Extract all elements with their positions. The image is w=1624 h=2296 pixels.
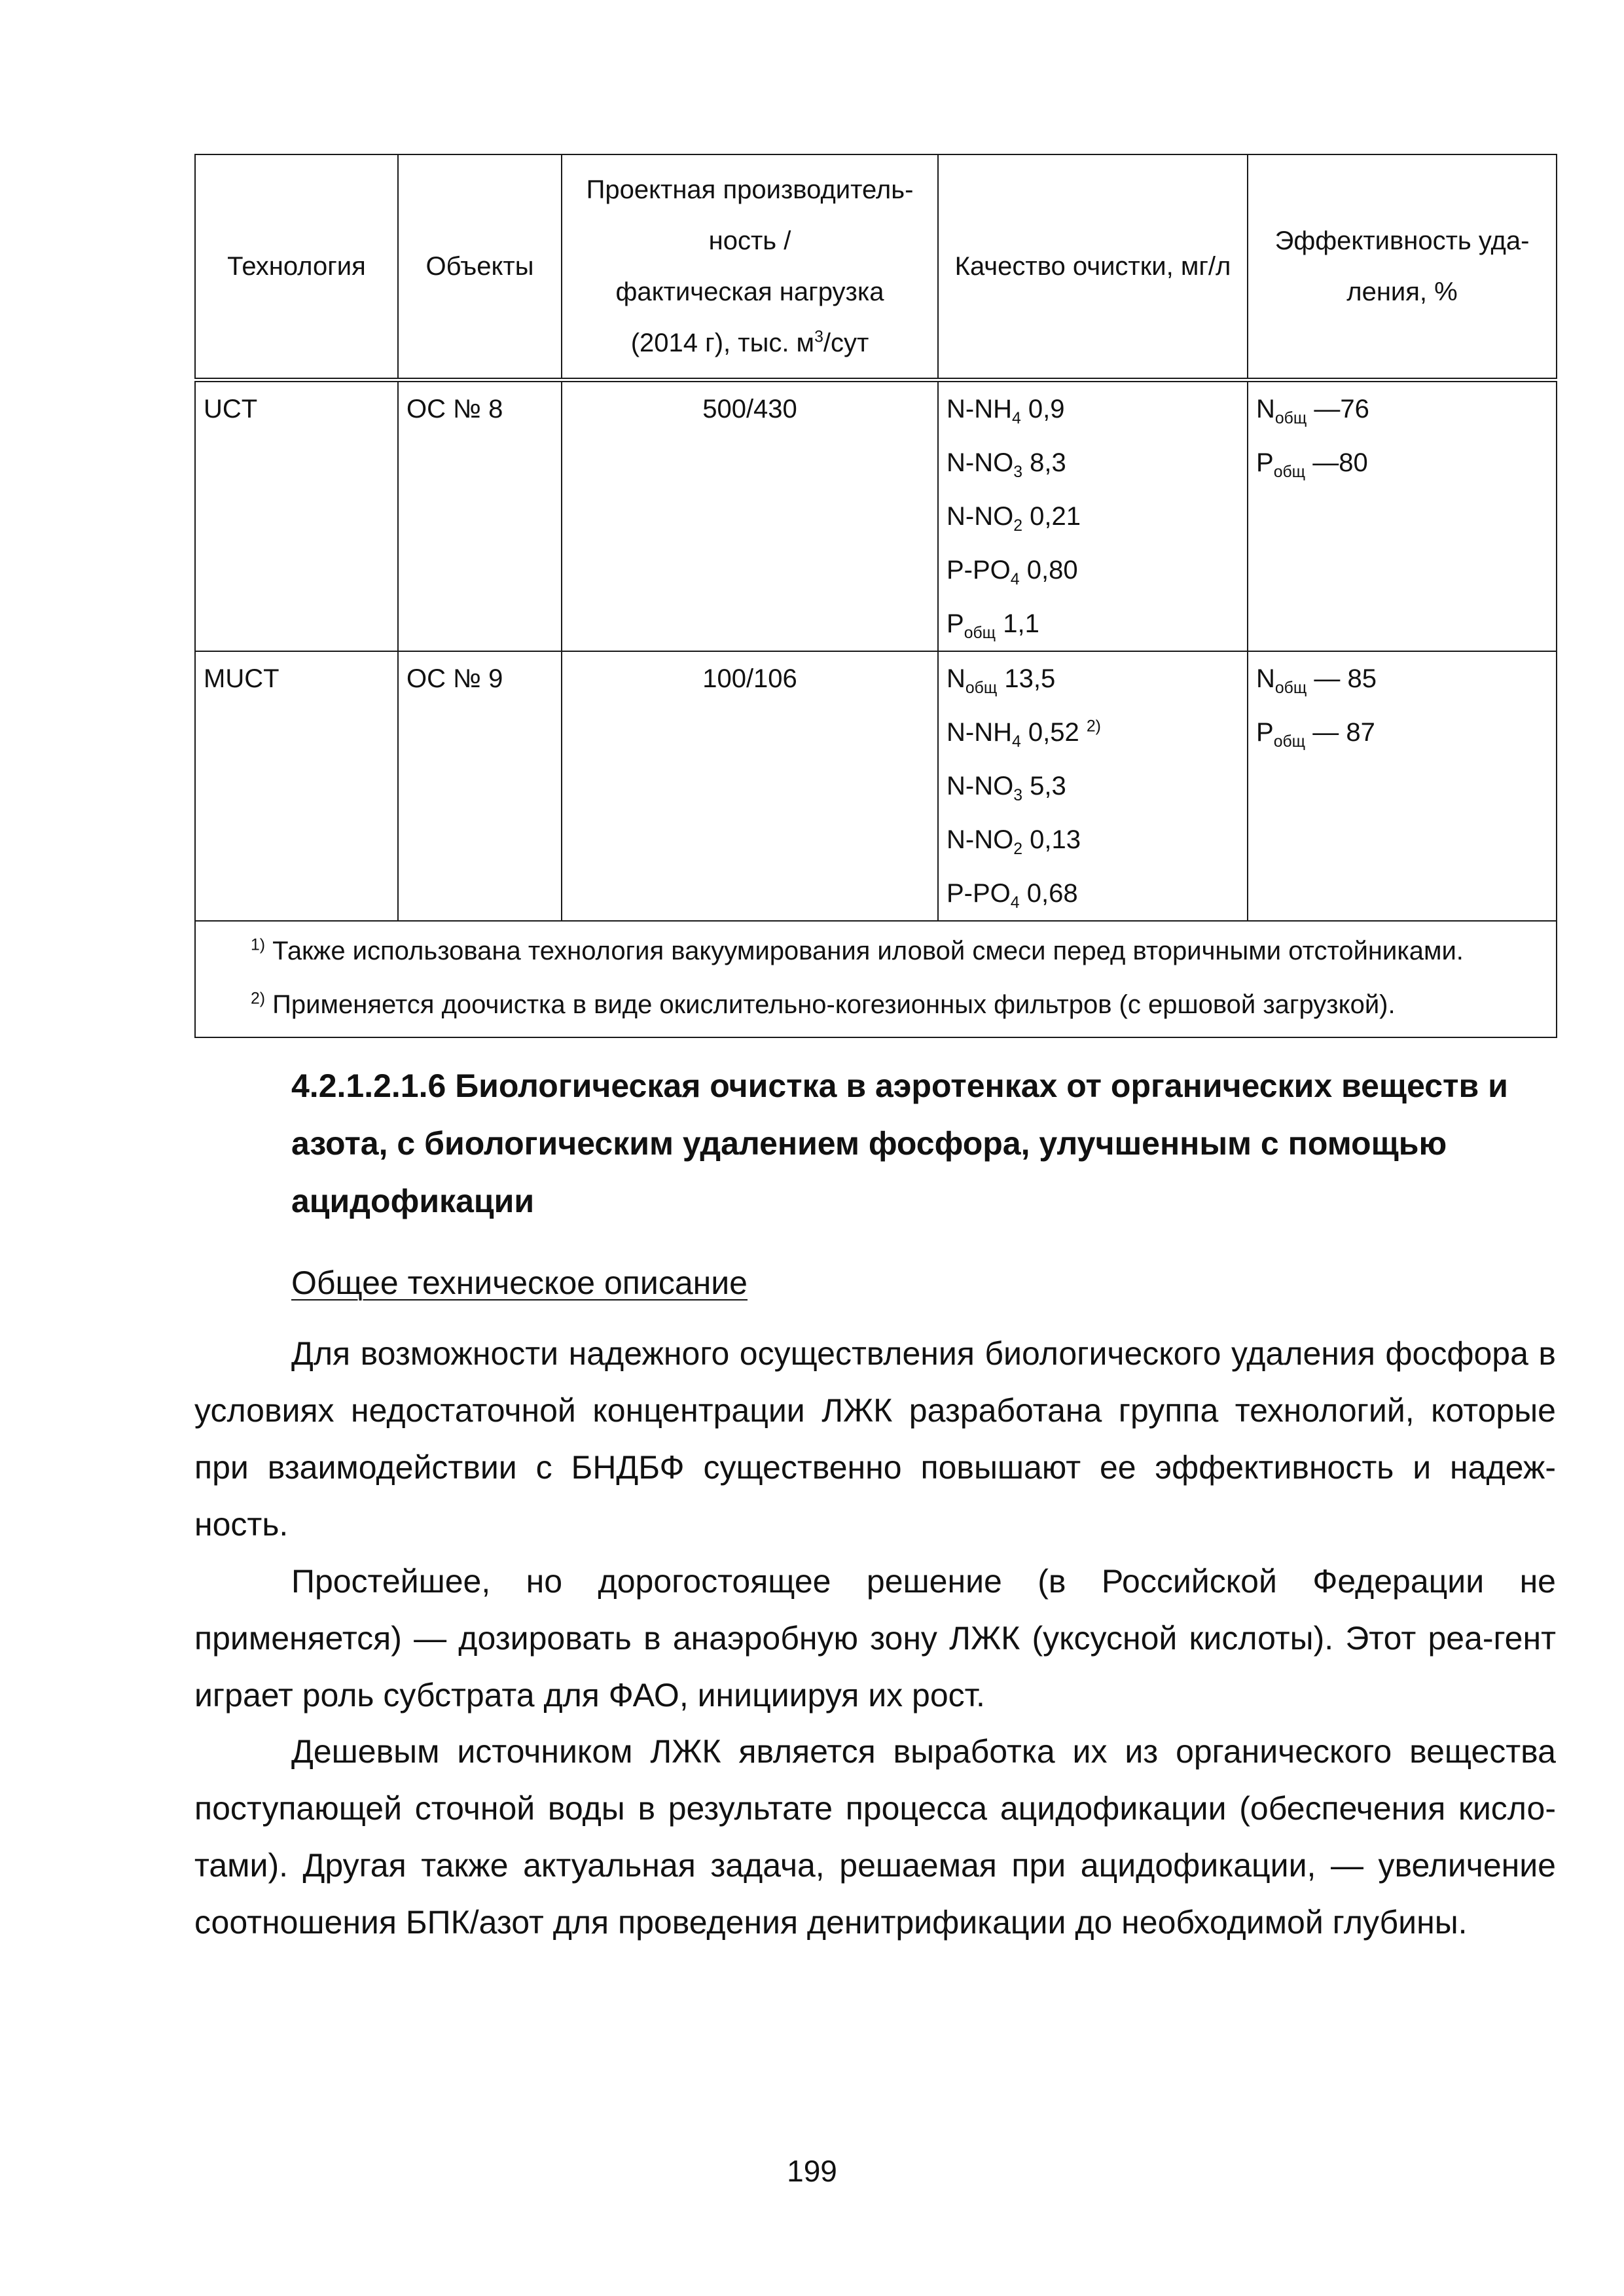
cell-efficiency — [1248, 380, 1557, 652]
quality-value: 0,80 — [1019, 556, 1078, 584]
efficiency-item — [1256, 706, 1548, 759]
technology-value: UCT — [204, 395, 258, 423]
section-heading: 4.2.1.2.1.6 Биологическая очистка в аэротенках от органических веществ и азота, с биологическим удалением фосфора, улучшенным с помощью ацидофикации — [291, 1067, 1508, 1219]
cell-efficiency — [1248, 651, 1557, 921]
table-area — [194, 154, 1556, 1038]
efficiency-value: —76 — [1307, 395, 1369, 423]
quality-param: N-NH — [947, 395, 1012, 423]
footnotes-cell — [195, 921, 1557, 1037]
quality-subscript: 2 — [1013, 840, 1023, 858]
footnote-1 — [251, 924, 1504, 978]
header-efficiency-line: ления, % — [1346, 278, 1458, 306]
quality-value: 8,3 — [1022, 448, 1066, 477]
object-value: ОС № 8 — [406, 395, 503, 423]
cell-quality — [938, 380, 1248, 652]
cell-capacity — [562, 651, 938, 921]
quality-param: N-NH — [947, 718, 1012, 747]
header-objects: Объекты — [398, 154, 562, 380]
quality-value: 13,5 — [997, 664, 1056, 693]
quality-value: 0,68 — [1019, 879, 1078, 908]
results-table — [194, 154, 1557, 1038]
quality-param: P-PO — [947, 556, 1011, 584]
header-capacity-unit-post: /сут — [823, 329, 869, 357]
footnote-text: Применяется доочистка в виде окислительно-когезионных фильтров (с ершовой загрузкой). — [265, 990, 1396, 1019]
quality-value: 5,3 — [1022, 772, 1066, 800]
efficiency-value: — 87 — [1305, 718, 1375, 747]
quality-param: N-NO — [947, 502, 1014, 531]
quality-footnote-ref: 2) — [1086, 717, 1101, 736]
footnote-mark: 1) — [251, 936, 266, 954]
footnote-text: Также использована технология вакуумирования иловой смеси перед вторичными отстойниками. — [265, 937, 1464, 965]
table-row — [195, 380, 1557, 652]
efficiency-param: N — [1256, 664, 1275, 693]
efficiency-item — [1256, 436, 1548, 490]
page-number: 199 — [787, 2154, 837, 2188]
efficiency-param: P — [1256, 448, 1274, 477]
capacity-value: 100/106 — [702, 664, 797, 693]
quality-subscript: 4 — [1010, 571, 1020, 588]
table-row — [195, 651, 1557, 921]
quality-subscript: 3 — [1013, 463, 1023, 481]
quality-value: 1,1 — [996, 609, 1039, 638]
footnote-mark: 2) — [251, 990, 266, 1008]
cell-object — [398, 380, 562, 652]
paragraph: Простейшее, но дорогостоящее решение (в Российской Федерации не применяется) — дозировать в анаэробную зону ЛЖК (уксусной кислоты). Этот реа-гент играет роль субстрата для ФАО, инициируя их рост. — [194, 1563, 1556, 1713]
quality-subscript: 4 — [1011, 410, 1021, 427]
efficiency-param: P — [1256, 718, 1274, 747]
quality-subscript: 2 — [1013, 517, 1023, 535]
header-capacity-line: фактическая нагрузка — [615, 278, 884, 306]
quality-subscript: общ — [964, 624, 996, 642]
quality-item — [947, 490, 1239, 543]
quality-value: 0,21 — [1022, 502, 1081, 531]
quality-item — [947, 597, 1239, 651]
table-header-row — [195, 154, 1557, 380]
quality-item — [947, 436, 1239, 490]
cell-object — [398, 651, 562, 921]
header-capacity-line — [570, 317, 929, 368]
quality-subscript: общ — [965, 679, 998, 697]
header-capacity-unit-pre: (2014 г), тыс. м — [630, 329, 815, 357]
quality-param: P-PO — [947, 879, 1011, 908]
quality-param: N — [947, 664, 965, 693]
header-technology: Технология — [195, 154, 398, 380]
quality-value: 0,52 — [1020, 718, 1087, 747]
footnote-2 — [251, 978, 1504, 1031]
header-capacity-line: ность / — [708, 226, 791, 255]
efficiency-subscript: общ — [1273, 463, 1306, 481]
quality-value: 0,9 — [1020, 395, 1065, 423]
technology-value: MUCT — [204, 664, 280, 693]
quality-item — [947, 867, 1239, 920]
quality-item — [947, 813, 1239, 867]
quality-subscript: 3 — [1013, 787, 1023, 804]
section-subheading: Общее техническое описание — [291, 1265, 748, 1301]
capacity-value: 500/430 — [702, 395, 797, 423]
header-quality: Качество очистки, мг/л — [938, 154, 1248, 380]
quality-subscript: 4 — [1011, 733, 1021, 751]
cell-capacity — [562, 380, 938, 652]
efficiency-value: —80 — [1305, 448, 1368, 477]
quality-item — [947, 652, 1239, 706]
object-value: ОС № 9 — [406, 664, 503, 693]
header-capacity-unit-sup: 3 — [814, 328, 823, 346]
header-capacity-line: Проектная производитель- — [586, 175, 914, 204]
efficiency-value: — 85 — [1307, 664, 1377, 693]
quality-item — [947, 759, 1239, 813]
cell-technology — [195, 380, 398, 652]
cell-quality — [938, 651, 1248, 921]
quality-param: P — [947, 609, 964, 638]
efficiency-item — [1256, 382, 1548, 436]
quality-param: N-NO — [947, 825, 1014, 854]
efficiency-subscript: общ — [1274, 679, 1307, 697]
efficiency-item — [1256, 652, 1548, 706]
footnote-row — [195, 921, 1557, 1037]
quality-item — [947, 543, 1239, 597]
quality-value: 0,13 — [1022, 825, 1081, 854]
table-body — [195, 380, 1557, 922]
efficiency-subscript: общ — [1273, 733, 1306, 751]
quality-item — [947, 706, 1239, 759]
quality-param: N-NO — [947, 772, 1014, 800]
efficiency-subscript: общ — [1274, 410, 1307, 427]
efficiency-param: N — [1256, 395, 1275, 423]
paragraph: Для возможности надежного осуществления биологического удаления фосфора в условиях недостаточной концентрации ЛЖК разработана группа технологий, которые при взаимодействии с БНДБФ существенно повышают ее эффективность и надеж-ность. — [194, 1335, 1556, 1543]
quality-item — [947, 382, 1239, 436]
header-efficiency-line: Эффективность уда- — [1274, 226, 1530, 255]
paragraph: Дешевым источником ЛЖК является выработка их из органического вещества поступающей сточной воды в результате процесса ацидофикации (обеспечения кисло-тами). Другая также актуальная задача, решаемая при ацидофикации, — увеличение соотношения БПК/азот для проведения денитрификации до необходимой глубины. — [194, 1733, 1556, 1941]
quality-param: N-NO — [947, 448, 1014, 477]
cell-technology — [195, 651, 398, 921]
header-efficiency — [1248, 154, 1557, 380]
header-capacity — [562, 154, 938, 380]
quality-subscript: 4 — [1010, 894, 1020, 912]
